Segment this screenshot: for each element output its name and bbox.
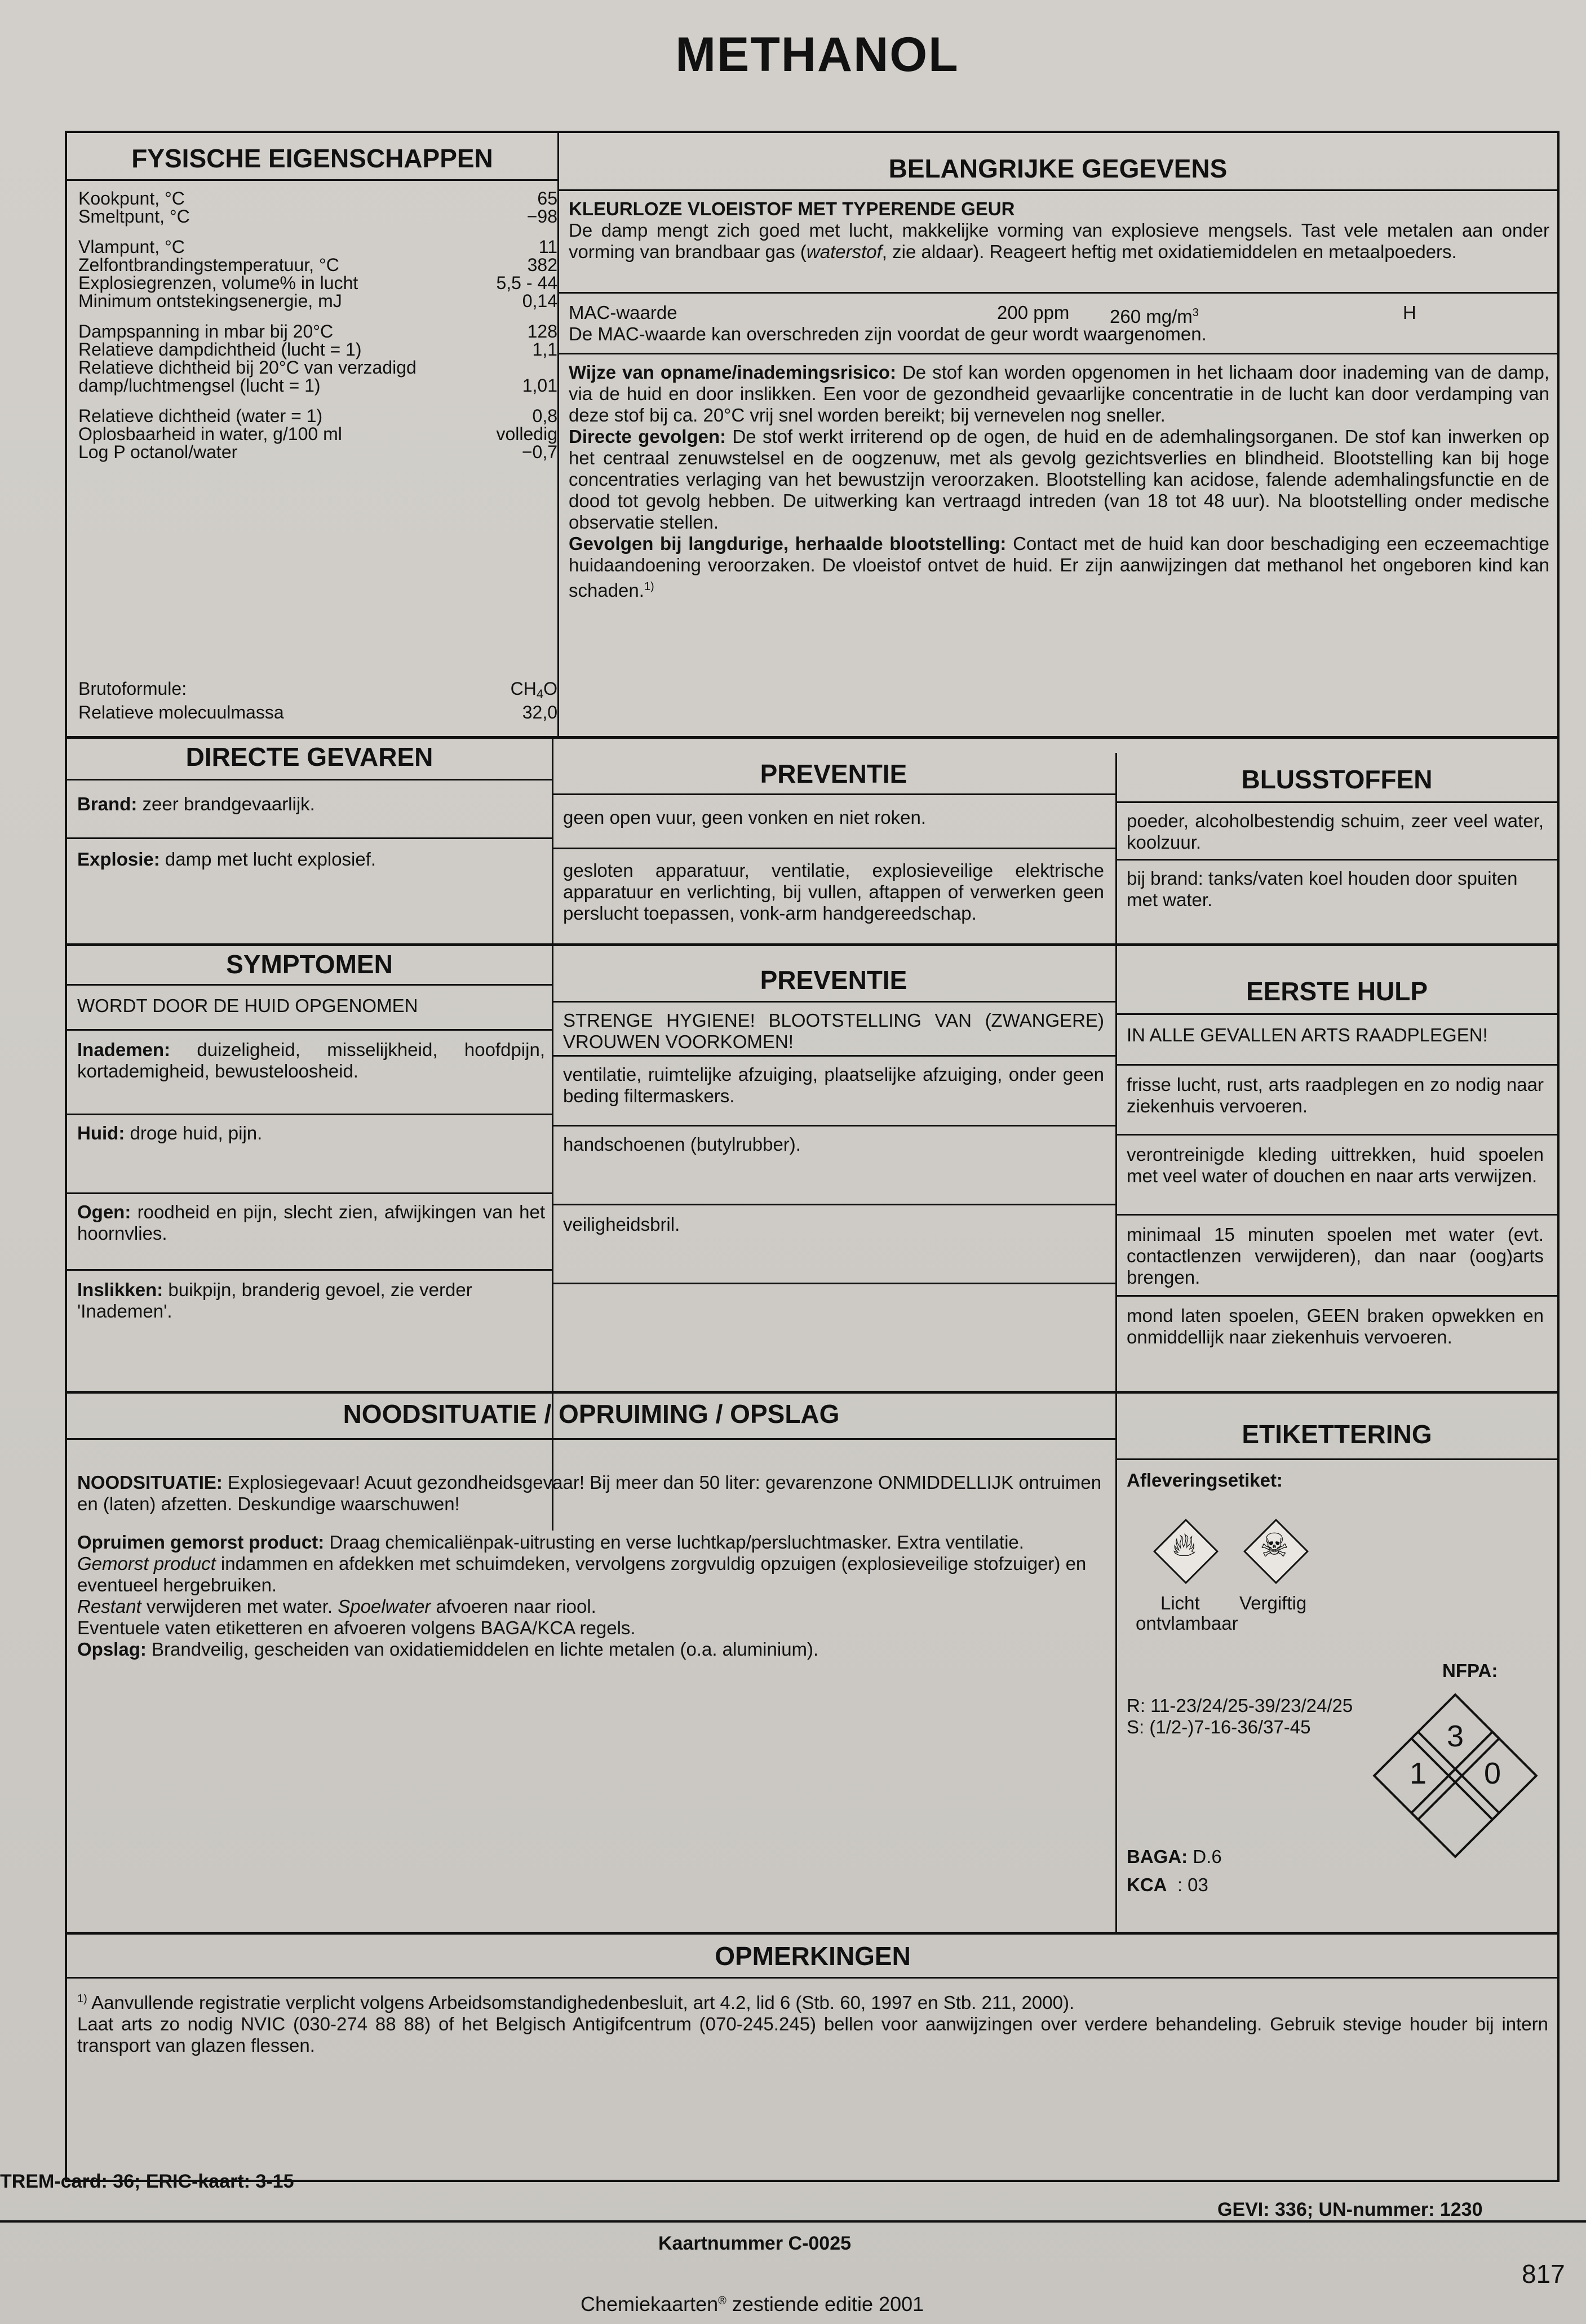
header-noodsituatie: NOODSITUATIE / OPRUIMING / OPSLAG xyxy=(343,1399,840,1429)
property-row: Zelfontbrandingstemperatuur, °C 382 xyxy=(78,255,557,275)
hulp-huid: verontreinigde kleding uittrekken, huid spoelen met veel water of douchen en naar arts verwijzen. xyxy=(1127,1144,1544,1186)
divider xyxy=(1115,1214,1558,1216)
prev-brand: geen open vuur, geen vonken en niet roken. xyxy=(563,807,926,828)
property-list xyxy=(78,189,557,461)
prev-explosie: gesloten apparatuur, ventilatie, explosieveilige elektrische apparatuur en verlichting, bij vullen, aftappen of verwerken geen perslucht toepassen, vonk-arm handgereedschap. xyxy=(563,860,1104,924)
divider xyxy=(67,1932,1558,1935)
divider xyxy=(67,1977,1558,1979)
divider xyxy=(557,133,559,736)
property-row: Relatieve dampdichtheid (lucht = 1) 1,1 xyxy=(78,339,557,360)
header-preventie: PREVENTIE xyxy=(760,759,907,788)
header-opmerkingen: OPMERKINGEN xyxy=(715,1941,911,1971)
header-eerste-hulp: EERSTE HULP xyxy=(1246,977,1428,1006)
divider xyxy=(67,943,1558,946)
divider xyxy=(557,353,1558,354)
explosie-gevaar: Explosie: damp met lucht explosief. xyxy=(77,849,376,870)
property-row: Minimum ontstekingsenergie, mJ 0,14 xyxy=(78,291,557,311)
gevi-un-number: GEVI: 336; UN-nummer: 1230 xyxy=(1217,2199,1483,2220)
licht-label: Licht xyxy=(1160,1593,1200,1613)
blus-explosie: bij brand: tanks/vaten koel houden door spuiten met water. xyxy=(1127,868,1518,910)
divider xyxy=(552,1125,1115,1126)
ontvlambaar-label: ontvlambaar xyxy=(1136,1613,1238,1634)
hulp-inademen: frisse lucht, rust, arts raadplegen en zo nodig naar ziekenhuis vervoeren. xyxy=(1127,1074,1544,1116)
divider xyxy=(67,1029,552,1031)
divider xyxy=(67,1438,1115,1440)
blus-brand: poeder, alcoholbestendig schuim, zeer veel water, koolzuur. xyxy=(1127,810,1544,853)
divider xyxy=(67,1391,1558,1394)
belangrijk-effects: Wijze van opname/inademingsrisico: De stof kan worden opgenomen in het lichaam door inademing van de damp, via de huid en door inslikken. Een voor de gezondheid gevaarlijke concentratie in de lucht kan door verdamping van deze stof bij ca. 20°C vrij snel worden bereikt; bij vernevelen nog sneller. Directe gevolgen: De stof werkt irriterend op de ogen, de huid en de ademhalingsorganen. De stof kan inwerken op het centraal zenuwstelsel en de oogzenuw, met als gevolg gezichtsverlies en blindheid. Blootstelling kan bij hoge concentraties verlaging van het bewustzijn veroorzaken. Blootstelling kan acidose, falende ademhalingsfunctie en de dood tot gevolg hebben. De uitwerking kan vertraagd intreden (van 18 tot 48 uur). Na blootstelling onder medische observatie stellen. Gevolgen bij langdurige, herhaalde blootstelling: Contact met de huid kan door beschadiging een eczeemachtige huidaandoening veroorzaken. De vloeistof ontvet de huid. Er zijn aanwijzingen dat methanol het ongeboren kind kan schaden.$^{1)}$ xyxy=(569,362,1549,601)
header-preventie-2: PREVENTIE xyxy=(760,965,907,995)
vergiftig-label: Vergiftig xyxy=(1239,1593,1307,1613)
belangrijk-intro: KLEURLOZE VLOEISTOF MET TYPERENDE GEUR De damp mengt zich goed met lucht, makkelijke vorming van explosieve mengsels. Tast vele metalen aan onder vorming van brandbaar gas (waterstof, zie aldaar). Reageert heftig met oxidatiemiddelen en metaalpoeders. xyxy=(569,198,1549,262)
kca-code: KCA : 03 xyxy=(1127,1874,1208,1895)
prev-huid: handschoenen (butylrubber). xyxy=(563,1134,801,1155)
symptom-ogen: Ogen: roodheid en pijn, slecht zien, afwijkingen van het hoornvlies. xyxy=(77,1201,545,1244)
hulp-ogen: minimaal 15 minuten spoelen met water (evt. contactlenzen verwijderen), dan naar (oog)arts brengen. xyxy=(1127,1224,1544,1288)
divider xyxy=(1115,1064,1558,1066)
divider xyxy=(552,1204,1115,1205)
property-row: Relatieve dichtheid (water = 1) 0,8 xyxy=(78,406,557,426)
formula-block xyxy=(78,680,557,721)
nfpa-reactivity: 0 xyxy=(1483,1757,1501,1790)
nfpa-label: NFPA: xyxy=(1442,1660,1498,1681)
divider xyxy=(67,1114,552,1115)
document-title: METHANOL xyxy=(675,28,959,82)
baga-code: BAGA: D.6 xyxy=(1127,1846,1222,1867)
belangrijk-heading: KLEURLOZE VLOEISTOF MET TYPERENDE GEUR xyxy=(569,198,1015,219)
divider xyxy=(67,837,552,839)
divider xyxy=(557,189,1558,191)
divider xyxy=(67,1269,552,1271)
divider xyxy=(67,179,557,181)
header-symptomen: SYMPTOMEN xyxy=(226,950,393,979)
header-fysische-eigenschappen: FYSISCHE EIGENSCHAPPEN xyxy=(131,144,493,173)
arts-warning: IN ALLE GEVALLEN ARTS RAADPLEGEN! xyxy=(1127,1024,1488,1045)
header-directe-gevaren: DIRECTE GEVAREN xyxy=(185,742,433,771)
divider xyxy=(552,1001,1115,1003)
prev-ogen: veiligheidsbril. xyxy=(563,1214,680,1235)
property-row: Vlampunt, °C 11 xyxy=(78,237,557,257)
flame-icon: 🔥︎ xyxy=(1172,1527,1197,1563)
divider xyxy=(1115,859,1558,861)
huid-opgenomen: WORDT DOOR DE HUID OPGENOMEN xyxy=(77,995,418,1016)
divider xyxy=(552,793,1115,795)
property-row: Dampspanning in mbar bij 20°C 128 xyxy=(78,321,557,341)
brutoformule-row: Brutoformule: $CH_4O$ xyxy=(78,678,557,701)
skull-crossbones-icon: ☠ xyxy=(1260,1527,1289,1564)
s-phrases: S: (1/2-)7-16-36/37-45 xyxy=(1127,1717,1311,1737)
divider xyxy=(552,848,1115,849)
nfpa-flammability: 1 xyxy=(1409,1757,1427,1790)
header-belangrijke-gegevens: BELANGRIJKE GEGEVENS xyxy=(888,154,1228,183)
kaartnummer: Kaartnummer C-0025 xyxy=(658,2233,852,2254)
property-row: Explosiegrenzen, volume% in lucht 5,5 - 44 xyxy=(78,273,557,293)
property-row: Oplosbaarheid in water, g/100 ml volledig xyxy=(78,424,557,444)
divider xyxy=(1115,1134,1558,1136)
r-phrases: R: 11-23/24/25-39/23/24/25 xyxy=(1127,1695,1353,1716)
nfpa-health: 3 xyxy=(1446,1719,1464,1753)
property-row: damp/luchtmengsel (lucht = 1) 1,01 xyxy=(78,375,557,396)
divider xyxy=(67,984,552,986)
hulp-inslikken: mond laten spoelen, GEEN braken opwekken en onmiddellijk naar ziekenhuis vervoeren. xyxy=(1127,1305,1544,1347)
hygiene-warning: STRENGE HYGIENE! BLOOTSTELLING VAN (ZWANGERE) VROUWEN VOORKOMEN! xyxy=(563,1010,1104,1052)
page-number: 817 xyxy=(1522,2259,1565,2288)
divider xyxy=(67,1192,552,1194)
symptom-inslikken: Inslikken: buikpijn, branderig gevoel, zie verder 'Inademen'. xyxy=(77,1279,472,1321)
divider xyxy=(67,736,1558,739)
symptom-inademen: Inademen: duizeligheid, misselijkheid, hoofdpijn, kortademigheid, bewusteloosheid. xyxy=(77,1039,545,1081)
divider xyxy=(1115,1458,1558,1460)
opmerkingen-text: $^{1)}$ Aanvullende registratie verplicht volgens Arbeidsomstandighedenbesluit, art 4.2, lid 6 (Stb. 60, 1997 en Stb. 211, 2000). Laat arts zo nodig NVIC (030-274 88 88) of het Belgisch Antigifcentrum (070-245.245) bellen voor aanwijzingen over verdere behandeling. Gebruik stevige houder bij intern transport van glazen flessen. xyxy=(77,1992,1548,2056)
mac-block: MAC-waarde 200 ppm 260 $mg/m^3$ H De MAC-waarde kan overschreden zijn voordat de geur wordt waargenomen. xyxy=(569,302,1416,344)
afleveringsetiket-label: Afleveringsetiket: xyxy=(1127,1470,1283,1491)
brand-gevaar: Brand: zeer brandgevaarlijk. xyxy=(77,793,315,814)
divider xyxy=(1115,1295,1558,1297)
property-row: Smeltpunt, °C −98 xyxy=(78,206,557,227)
divider xyxy=(552,1055,1115,1057)
property-row: Relatieve dichtheid bij 20°C van verzadigd xyxy=(78,357,417,378)
trem-card: TREM-card: 36; ERIC-kaart: 3-15 xyxy=(0,2171,294,2192)
property-row: Log P octanol/water −0,7 xyxy=(78,442,557,462)
header-etikettering: ETIKETTERING xyxy=(1242,1420,1432,1449)
noodsituatie-text: NOODSITUATIE: Explosiegevaar! Acuut gezondheidsgevaar! Bij meer dan 50 liter: gevarenzone ONMIDDELLIJK ontruimen en (laten) afzetten. Deskundige waarschuwen! Opruimen gemorst product: Draag chemicaliënpak-uitrusting en verse luchtkap/persluchtmasker. Extra ventilatie. Gemorst product indammen en afdekken met schuimdeken, vervolgens zorgvuldig opzuigen (explosieveilige stofzuiger) en eventueel hergebruiken. Restant verwijderen met water. Spoelwater afvoeren naar riool. Eventuele vaten etiketteren en afvoeren volgens BAGA/KCA regels. Opslag: Brandveilig, gescheiden van oxidatiemiddelen en lichte metalen (o.a. aluminium). xyxy=(77,1472,1102,1660)
symptom-huid: Huid: droge huid, pijn. xyxy=(77,1123,263,1143)
prev-inademen: ventilatie, ruimtelijke afzuiging, plaatselijke afzuiging, onder geen beding filtermaskers. xyxy=(563,1064,1104,1106)
molmassa-row: Relatieve molecuulmassa 32,0 xyxy=(78,702,557,722)
chemical-card xyxy=(65,131,1560,2182)
divider xyxy=(1115,1013,1558,1015)
edition: Chemiekaarten® zestiende editie 2001 xyxy=(581,2292,924,2316)
header-blusstoffen: BLUSSTOFFEN xyxy=(1241,765,1433,794)
footer-rule xyxy=(0,2220,1586,2223)
property-row: Kookpunt, °C 65 xyxy=(78,188,557,209)
divider xyxy=(1115,801,1558,803)
divider xyxy=(552,1283,1115,1284)
divider xyxy=(67,779,552,780)
divider xyxy=(557,292,1558,294)
divider xyxy=(1115,1391,1117,1932)
